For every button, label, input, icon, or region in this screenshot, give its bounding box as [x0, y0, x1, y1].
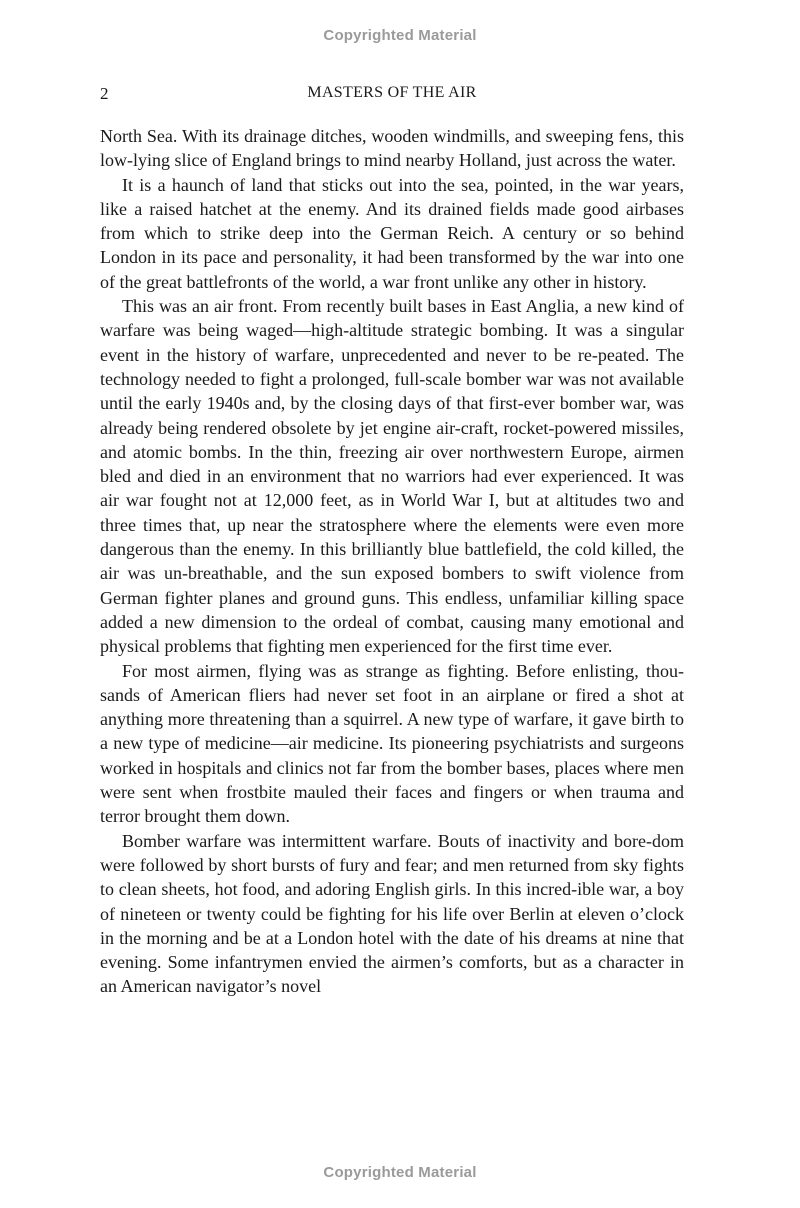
page-number: 2: [100, 84, 109, 103]
copyright-watermark-bottom: Copyrighted Material: [323, 1164, 477, 1181]
running-head: [100, 84, 684, 106]
book-title: MASTERS OF THE AIR: [307, 84, 477, 101]
body-text: [100, 124, 684, 999]
paragraph: It is a haunch of land that sticks out into the sea, pointed, in the war years, like a raised hatchet at the enemy. And its drained fields made good airbases from which to strike deep into the German Reich. A century or so behind London in its pace and personality, it had been transformed by the war into one of the great battlefronts of the world, a war front unlike any other in history.: [100, 174, 684, 292]
paragraph: Bomber warfare was intermittent warfare. Bouts of inactivity and bore-dom were followed by short bursts of fury and fear; and men returned from sky fights to clean sheets, hot food, and adoring English girls. In this incred-ible war, a boy of nineteen or twenty could be fighting for his life over Berlin at eleven o’clock in the morning and be at a London hotel with the date of his dreams at nine that evening. Some infantrymen envied the airmen’s comforts, but as a character in an American navigator’s novel: [100, 830, 684, 997]
paragraph: For most airmen, flying was as strange as fighting. Before enlisting, thou-sands of American fliers had never set foot in an airplane or fired a shot at anything more threatening than a squirrel. A new type of warfare, it gave birth to a new type of medicine—air medicine. Its pioneering psychiatrists and surgeons worked in hospitals and clinics not far from the bomber bases, places where men were sent when frostbite mauled their faces and fingers or when trauma and terror brought them down.: [100, 660, 684, 827]
paragraph: This was an air front. From recently built bases in East Anglia, a new kind of warfare was being waged—high-altitude strategic bombing. It was a singular event in the history of warfare, unprecedented and never to be re-peated. The technology needed to fight a prolonged, full-scale bomber war was not available until the early 1940s and, by the closing days of that first-ever bomber war, was already being rendered obsolete by jet engine air-craft, rocket-powered missiles, and atomic bombs. In the thin, freezing air over northwestern Europe, airmen bled and died in an environment that no warriors had ever experienced. It was air war fought not at 12,000 feet, as in World War I, but at altitudes two and three times that, up near the stratosphere where the elements were even more dangerous than the enemy. In this brilliantly blue battlefield, the cold killed, the air was un-breathable, and the sun exposed bombers to swift violence from German fighter planes and ground guns. This endless, unfamiliar killing space added a new dimension to the ordeal of combat, causing many emotional and physical problems that fighting men experienced for the first time ever.: [100, 296, 684, 657]
copyright-watermark-top: Copyrighted Material: [323, 27, 477, 44]
paragraph: North Sea. With its drainage ditches, wooden windmills, and sweeping fens, this low-lying slice of England brings to mind nearby Holland, just across the water.: [100, 126, 684, 171]
